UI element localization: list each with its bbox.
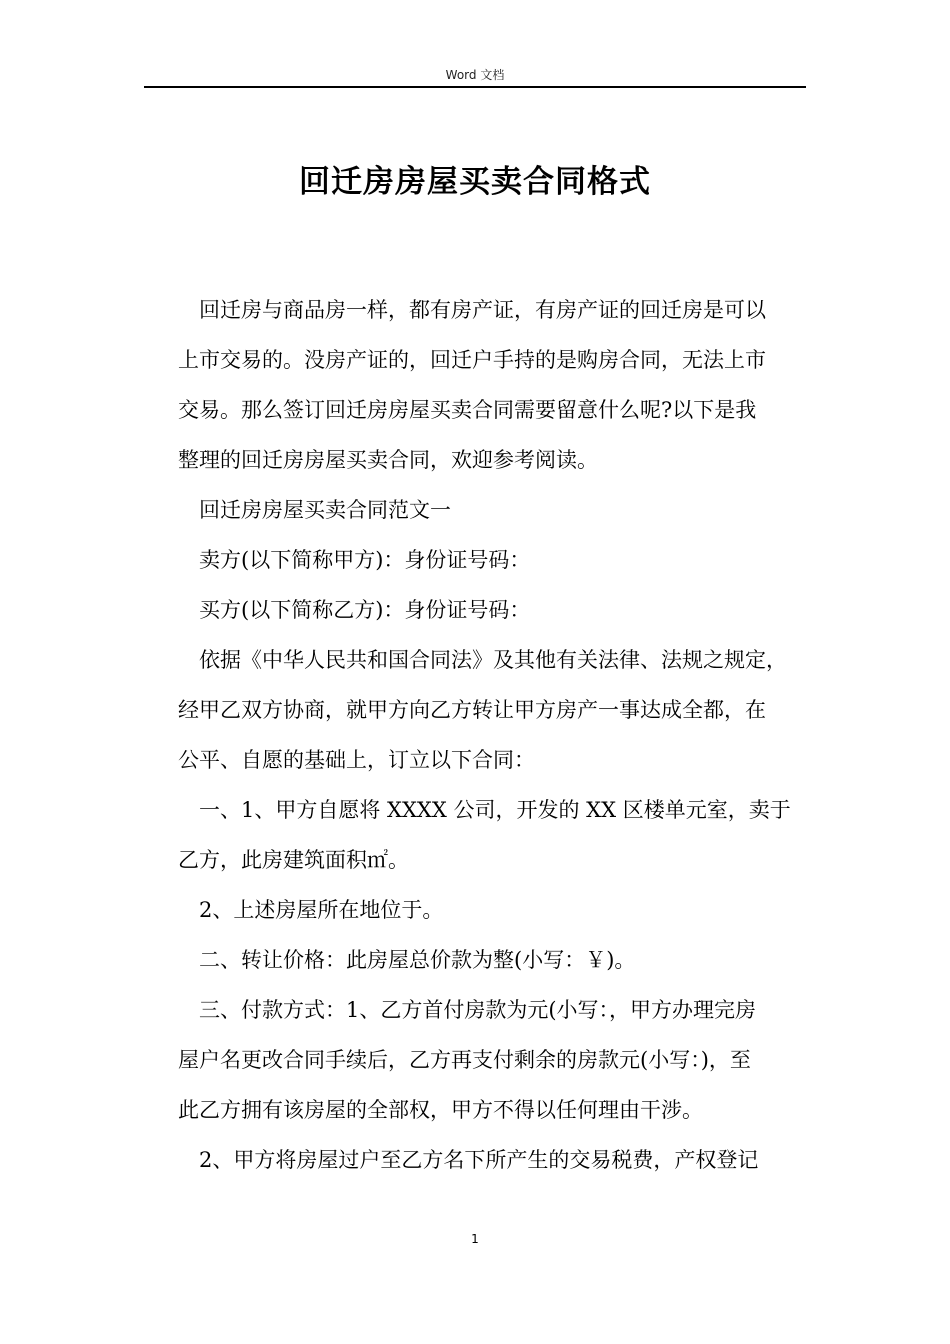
paragraph-line: 此乙方拥有该房屋的全部权，甲方不得以任何理由干涉。 bbox=[178, 1098, 703, 1122]
paragraph-line: 2、甲方将房屋过户至乙方名下所产生的交易税费，产权登记 bbox=[199, 1148, 759, 1172]
paragraph-line: 依据《中华人民共和国合同法》及其他有关法律、法规之规定， bbox=[199, 648, 787, 672]
section-heading-line: 回迁房房屋买卖合同范文一 bbox=[199, 498, 451, 522]
paragraph-line: 交易。那么签订回迁房房屋买卖合同需要留意什么呢?以下是我 bbox=[178, 398, 757, 422]
paragraph-line: 上市交易的。没房产证的，回迁户手持的是购房合同，无法上市 bbox=[178, 348, 766, 372]
paragraph-line: 2、上述房屋所在地位于。 bbox=[199, 898, 444, 922]
paragraph-line: 回迁房与商品房一样，都有房产证，有房产证的回迁房是可以 bbox=[199, 298, 766, 322]
header-divider bbox=[144, 86, 806, 88]
paragraph-line: 二、转让价格：此房屋总价款为整(小写：￥)。 bbox=[199, 948, 636, 972]
paragraph-line: 卖方(以下简称甲方)：身份证号码： bbox=[199, 548, 531, 572]
paragraph-line: 屋户名更改合同手续后，乙方再支付剩余的房款元(小写：)，至 bbox=[178, 1048, 751, 1072]
page-number: 1 bbox=[471, 1232, 479, 1246]
page-header-label: Word 文档 bbox=[445, 68, 505, 82]
paragraph-line: 一、1、甲方自愿将 XXXX 公司，开发的 XX 区楼单元室，卖于 bbox=[199, 798, 791, 822]
paragraph-line: 公平、自愿的基础上，订立以下合同： bbox=[178, 748, 535, 772]
paragraph-line: 乙方，此房建筑面积㎡。 bbox=[178, 848, 409, 872]
document-title: 回迁房房屋买卖合同格式 bbox=[299, 164, 651, 200]
paragraph-line: 三、付款方式：1、乙方首付房款为元(小写：，甲方办理完房 bbox=[199, 998, 757, 1022]
paragraph-line: 经甲乙双方协商，就甲方向乙方转让甲方房产一事达成全都，在 bbox=[178, 698, 766, 722]
paragraph-line: 整理的回迁房房屋买卖合同，欢迎参考阅读。 bbox=[178, 448, 598, 472]
paragraph-line: 买方(以下简称乙方)：身份证号码： bbox=[199, 598, 531, 622]
